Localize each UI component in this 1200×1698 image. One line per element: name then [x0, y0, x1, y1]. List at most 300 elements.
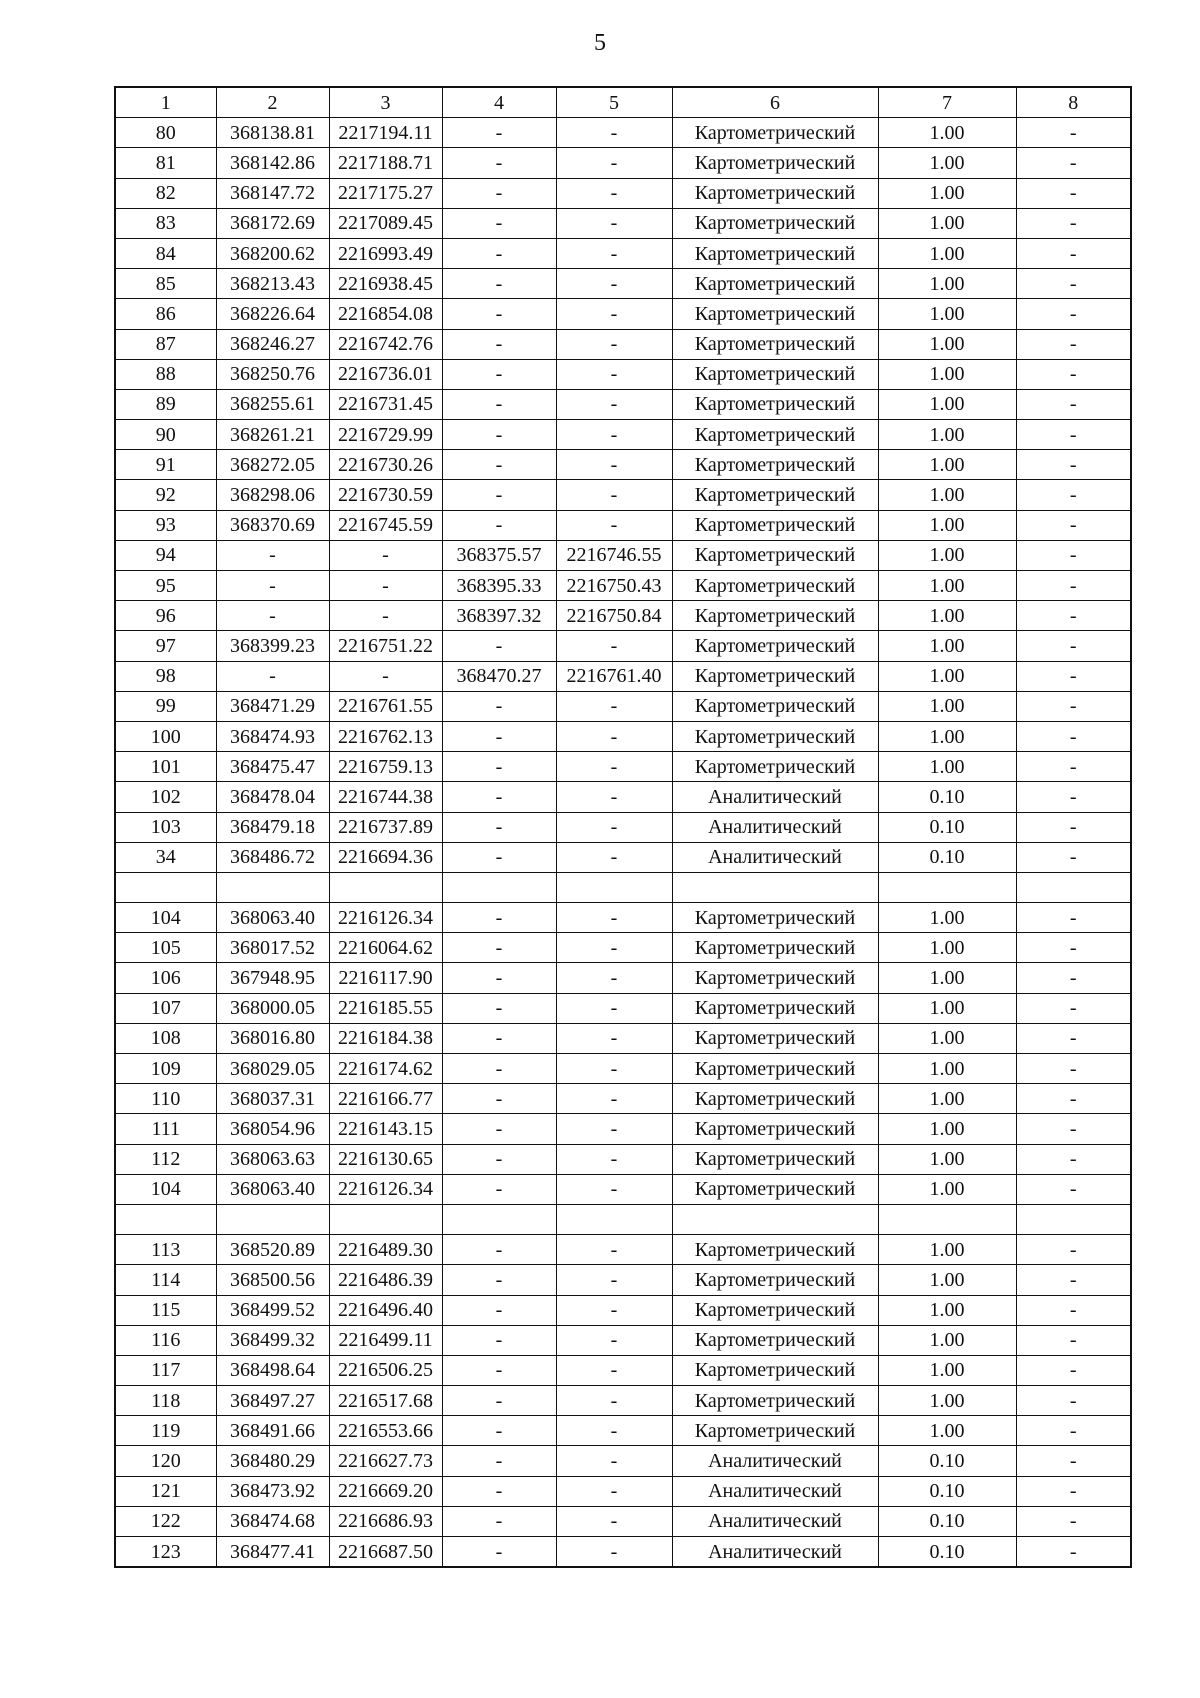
table-cell: 1.00 [878, 299, 1016, 329]
table-row [115, 631, 1131, 661]
table-cell: Картометрический [672, 963, 878, 993]
table-cell: 85 [115, 269, 216, 299]
table-cell: 1.00 [878, 1144, 1016, 1174]
table-cell: - [442, 1476, 556, 1506]
table-cell: 2216730.59 [329, 480, 442, 510]
table-cell: 368370.69 [216, 510, 329, 540]
table-cell: 368037.31 [216, 1084, 329, 1114]
table-cell: - [556, 1446, 672, 1476]
table-cell: Картометрический [672, 329, 878, 359]
table-row [115, 510, 1131, 540]
table-cell: Картометрический [672, 1174, 878, 1204]
table-cell: 2216730.26 [329, 450, 442, 480]
table-cell: 102 [115, 782, 216, 812]
table-cell: 2217194.11 [329, 118, 442, 148]
table-cell: Картометрический [672, 299, 878, 329]
table-cell: - [556, 269, 672, 299]
table-cell: Картометрический [672, 993, 878, 1023]
table-cell: 368479.18 [216, 812, 329, 842]
table-cell: - [556, 389, 672, 419]
table-cell: Картометрический [672, 118, 878, 148]
table-cell: Аналитический [672, 782, 878, 812]
table-cell: 2216184.38 [329, 1023, 442, 1053]
table-cell: 368499.52 [216, 1295, 329, 1325]
table-cell: - [442, 1235, 556, 1265]
table-cell: - [442, 1506, 556, 1536]
table-cell: 368399.23 [216, 631, 329, 661]
table-cell: - [556, 329, 672, 359]
table-cell: 0.10 [878, 782, 1016, 812]
table-cell: 1.00 [878, 601, 1016, 631]
table-cell: 368142.86 [216, 148, 329, 178]
table-cell: 1.00 [878, 1295, 1016, 1325]
table-row [115, 842, 1131, 872]
table-row [115, 269, 1131, 299]
table-cell: 112 [115, 1144, 216, 1174]
table-cell [878, 872, 1016, 902]
table-cell: Картометрический [672, 148, 878, 178]
table-cell: - [556, 480, 672, 510]
table-cell: - [442, 178, 556, 208]
table-cell: - [1016, 118, 1131, 148]
table-cell: Картометрический [672, 903, 878, 933]
table-cell: - [556, 299, 672, 329]
table-cell: 2216499.11 [329, 1325, 442, 1355]
table-cell: 1.00 [878, 1174, 1016, 1204]
table-cell: - [556, 178, 672, 208]
table-row [115, 208, 1131, 238]
table-row [115, 1446, 1131, 1476]
table-cell: - [216, 540, 329, 570]
table-row [115, 661, 1131, 691]
table-cell: - [1016, 420, 1131, 450]
table-cell: 1.00 [878, 389, 1016, 419]
table-cell: 2216553.66 [329, 1416, 442, 1446]
table-cell: 88 [115, 359, 216, 389]
table-cell: 2216761.40 [556, 661, 672, 691]
table-cell: 2216143.15 [329, 1114, 442, 1144]
table-cell [878, 1204, 1016, 1234]
table-cell: - [1016, 389, 1131, 419]
table-cell: - [1016, 1023, 1131, 1053]
table-cell: Картометрический [672, 1265, 878, 1295]
table-cell: - [556, 208, 672, 238]
table-cell: - [1016, 812, 1131, 842]
table-row [115, 1355, 1131, 1385]
table-cell: - [442, 359, 556, 389]
table-cell: Аналитический [672, 1476, 878, 1506]
table-cell: - [1016, 148, 1131, 178]
table-cell: - [1016, 721, 1131, 751]
table-cell: - [442, 752, 556, 782]
table-cell: - [1016, 480, 1131, 510]
table-cell: - [1016, 1446, 1131, 1476]
table-cell: 2216627.73 [329, 1446, 442, 1476]
table-cell: 1.00 [878, 1235, 1016, 1265]
table-cell: - [1016, 299, 1131, 329]
table-cell: 368246.27 [216, 329, 329, 359]
table-cell: - [442, 420, 556, 450]
table-cell: 2216762.13 [329, 721, 442, 751]
table-cell: - [556, 842, 672, 872]
table-cell: 0.10 [878, 1476, 1016, 1506]
table-cell: Картометрический [672, 1325, 878, 1355]
table-cell: - [1016, 1355, 1131, 1385]
table-cell [1016, 872, 1131, 902]
column-header: 2 [216, 87, 329, 118]
table-cell: 2216729.99 [329, 420, 442, 450]
table-cell: Картометрический [672, 480, 878, 510]
table-cell: - [1016, 691, 1131, 721]
table-row [115, 148, 1131, 178]
table-cell: - [442, 450, 556, 480]
table-cell: Аналитический [672, 842, 878, 872]
table-row [115, 1295, 1131, 1325]
table-cell: 2216130.65 [329, 1144, 442, 1174]
table-cell: 93 [115, 510, 216, 540]
table-cell: 2216854.08 [329, 299, 442, 329]
table-cell: 2216751.22 [329, 631, 442, 661]
table-cell: - [1016, 661, 1131, 691]
table-cell: - [1016, 1174, 1131, 1204]
table-cell: 2216517.68 [329, 1386, 442, 1416]
table-row [115, 1023, 1131, 1053]
table-cell [115, 872, 216, 902]
table-cell: - [442, 812, 556, 842]
table-row [115, 1506, 1131, 1536]
table-cell: 1.00 [878, 540, 1016, 570]
column-header: 8 [1016, 87, 1131, 118]
table-cell: - [329, 540, 442, 570]
table-cell: 2217188.71 [329, 148, 442, 178]
column-header: 1 [115, 87, 216, 118]
table-cell [556, 1204, 672, 1234]
table-cell: - [1016, 329, 1131, 359]
table-cell: 2216669.20 [329, 1476, 442, 1506]
table-cell: 368498.64 [216, 1355, 329, 1385]
table-cell: - [442, 1355, 556, 1385]
table-cell: - [1016, 269, 1131, 299]
table-cell: - [1016, 571, 1131, 601]
table-cell: 2216761.55 [329, 691, 442, 721]
table-cell: - [1016, 178, 1131, 208]
table-row [115, 782, 1131, 812]
table-cell: 111 [115, 1114, 216, 1144]
table-cell: 368250.76 [216, 359, 329, 389]
table-cell: 367948.95 [216, 963, 329, 993]
table-separator-row [115, 872, 1131, 902]
table-cell: - [556, 933, 672, 963]
table-row [115, 1416, 1131, 1446]
table-cell: - [556, 510, 672, 540]
table-row [115, 1386, 1131, 1416]
table-cell: - [556, 721, 672, 751]
table-row [115, 812, 1131, 842]
table-cell: 2216731.45 [329, 389, 442, 419]
table-cell: 368138.81 [216, 118, 329, 148]
table-cell: 368473.92 [216, 1476, 329, 1506]
table-cell: 1.00 [878, 933, 1016, 963]
table-row [115, 389, 1131, 419]
table-cell: Аналитический [672, 812, 878, 842]
table-cell: 109 [115, 1054, 216, 1084]
table-row [115, 1235, 1131, 1265]
table-cell [329, 872, 442, 902]
table-cell: 1.00 [878, 1023, 1016, 1053]
table-cell: Картометрический [672, 510, 878, 540]
table-cell: 1.00 [878, 752, 1016, 782]
table-row [115, 601, 1131, 631]
table-cell: Картометрический [672, 1114, 878, 1144]
table-cell: - [329, 661, 442, 691]
table-cell: Картометрический [672, 269, 878, 299]
table-cell: - [442, 1325, 556, 1355]
table-cell: 1.00 [878, 269, 1016, 299]
table-cell: - [1016, 238, 1131, 268]
table-cell: - [442, 721, 556, 751]
table-cell: 2216750.84 [556, 601, 672, 631]
table-row [115, 450, 1131, 480]
table-cell: - [1016, 963, 1131, 993]
table-cell: Картометрический [672, 450, 878, 480]
table-cell: 2216489.30 [329, 1235, 442, 1265]
table-cell: 368471.29 [216, 691, 329, 721]
table-cell: 100 [115, 721, 216, 751]
table-row [115, 1054, 1131, 1084]
table-cell: - [442, 842, 556, 872]
table-row [115, 1114, 1131, 1144]
table-cell: - [556, 1506, 672, 1536]
table-cell: 1.00 [878, 1084, 1016, 1114]
table-cell: 110 [115, 1084, 216, 1114]
table-row [115, 178, 1131, 208]
column-header: 5 [556, 87, 672, 118]
table-cell: Картометрический [672, 540, 878, 570]
table-cell: 368029.05 [216, 1054, 329, 1084]
table-cell: 84 [115, 238, 216, 268]
table-cell: 1.00 [878, 359, 1016, 389]
table-cell: - [442, 148, 556, 178]
table-cell: 1.00 [878, 1386, 1016, 1416]
table-cell: 2216126.34 [329, 1174, 442, 1204]
table-cell: 0.10 [878, 842, 1016, 872]
table-cell: 368395.33 [442, 571, 556, 601]
table-cell: - [442, 1446, 556, 1476]
table-cell: - [1016, 782, 1131, 812]
table-cell: 104 [115, 1174, 216, 1204]
table-cell: - [556, 1114, 672, 1144]
table-cell: - [556, 782, 672, 812]
table-row [115, 1174, 1131, 1204]
table-cell: - [216, 661, 329, 691]
table-cell: - [442, 269, 556, 299]
table-cell: 2216742.76 [329, 329, 442, 359]
table-cell: 1.00 [878, 993, 1016, 1023]
table-cell: - [1016, 510, 1131, 540]
table-row [115, 1537, 1131, 1568]
table-cell: - [1016, 903, 1131, 933]
table-cell: 368063.40 [216, 1174, 329, 1204]
table-cell: - [442, 1537, 556, 1568]
table-cell: - [556, 1476, 672, 1506]
table-cell: Картометрический [672, 1054, 878, 1084]
table-cell: 113 [115, 1235, 216, 1265]
table-cell: 2216166.77 [329, 1084, 442, 1114]
table-cell: - [1016, 1416, 1131, 1446]
table-cell: 2216506.25 [329, 1355, 442, 1385]
table-cell: 368261.21 [216, 420, 329, 450]
table-cell: Картометрический [672, 238, 878, 268]
table-cell: 1.00 [878, 1355, 1016, 1385]
table-cell: - [556, 359, 672, 389]
table-cell: - [442, 631, 556, 661]
table-cell: 1.00 [878, 1054, 1016, 1084]
table-cell: - [442, 1295, 556, 1325]
column-header: 7 [878, 87, 1016, 118]
table-cell: 368470.27 [442, 661, 556, 691]
table-row [115, 359, 1131, 389]
table-cell: 368226.64 [216, 299, 329, 329]
table-cell: 368054.96 [216, 1114, 329, 1144]
table-cell: 368478.04 [216, 782, 329, 812]
table-cell: - [442, 118, 556, 148]
table-cell: - [442, 389, 556, 419]
table-cell: 98 [115, 661, 216, 691]
table-cell: 2217175.27 [329, 178, 442, 208]
table-row [115, 299, 1131, 329]
table-cell: - [442, 480, 556, 510]
table-cell: 97 [115, 631, 216, 661]
table-cell: 368475.47 [216, 752, 329, 782]
table-cell: - [442, 963, 556, 993]
table-cell: Аналитический [672, 1537, 878, 1568]
table-cell: - [1016, 1084, 1131, 1114]
table-cell: - [556, 1416, 672, 1446]
table-cell: 368063.40 [216, 903, 329, 933]
table-cell: 1.00 [878, 178, 1016, 208]
table-cell: Картометрический [672, 1386, 878, 1416]
table-row [115, 993, 1131, 1023]
table-cell: 368000.05 [216, 993, 329, 1023]
table-cell: - [216, 601, 329, 631]
table-cell: - [556, 420, 672, 450]
table-cell: - [556, 1325, 672, 1355]
table-cell [216, 1204, 329, 1234]
table-cell: Картометрический [672, 389, 878, 419]
table-cell: - [1016, 1144, 1131, 1174]
table-cell: - [442, 903, 556, 933]
table-cell: - [442, 329, 556, 359]
table-cell: 1.00 [878, 1325, 1016, 1355]
table-cell: - [442, 1114, 556, 1144]
table-cell: 368172.69 [216, 208, 329, 238]
table-cell: 114 [115, 1265, 216, 1295]
table-cell: 2216745.59 [329, 510, 442, 540]
table-cell: - [442, 1144, 556, 1174]
table-cell: - [1016, 359, 1131, 389]
table-cell: - [1016, 933, 1131, 963]
table-cell: Картометрический [672, 721, 878, 751]
table-cell: 1.00 [878, 571, 1016, 601]
table-cell: Картометрический [672, 359, 878, 389]
table-cell: 2216486.39 [329, 1265, 442, 1295]
table-cell: 368474.93 [216, 721, 329, 751]
table-cell: - [1016, 450, 1131, 480]
table-cell: - [556, 1144, 672, 1174]
table-cell [672, 872, 878, 902]
table-row [115, 238, 1131, 268]
table-cell: - [442, 238, 556, 268]
table-separator-row [115, 1204, 1131, 1234]
table-cell: Картометрический [672, 1355, 878, 1385]
table-cell: - [556, 1084, 672, 1114]
table-cell: Картометрический [672, 571, 878, 601]
table-cell: 121 [115, 1476, 216, 1506]
table-cell: 82 [115, 178, 216, 208]
table-cell: - [1016, 540, 1131, 570]
table-cell: - [556, 1265, 672, 1295]
table-cell: 2216993.49 [329, 238, 442, 268]
table-cell: 368375.57 [442, 540, 556, 570]
table-cell: 1.00 [878, 903, 1016, 933]
table-cell: - [556, 1235, 672, 1265]
table-cell: 2216737.89 [329, 812, 442, 842]
table-cell: - [1016, 1054, 1131, 1084]
table-cell: Картометрический [672, 601, 878, 631]
table-cell: 0.10 [878, 1537, 1016, 1568]
table-cell: 368520.89 [216, 1235, 329, 1265]
table-cell: Картометрический [672, 1235, 878, 1265]
table-row [115, 1265, 1131, 1295]
table-cell: - [442, 691, 556, 721]
table-cell: 118 [115, 1386, 216, 1416]
table-cell: Картометрический [672, 1023, 878, 1053]
table-cell: - [556, 1355, 672, 1385]
table-cell: 368497.27 [216, 1386, 329, 1416]
table-cell: 92 [115, 480, 216, 510]
table-cell: 123 [115, 1537, 216, 1568]
table-cell: 1.00 [878, 1114, 1016, 1144]
table-row [115, 963, 1131, 993]
table-cell: 368017.52 [216, 933, 329, 963]
table-cell [672, 1204, 878, 1234]
table-cell: 1.00 [878, 148, 1016, 178]
table-cell: - [556, 238, 672, 268]
table-cell: 1.00 [878, 480, 1016, 510]
table-cell: - [1016, 1506, 1131, 1536]
table-cell: 94 [115, 540, 216, 570]
table-row [115, 540, 1131, 570]
table-cell: 1.00 [878, 450, 1016, 480]
table-cell: - [1016, 842, 1131, 872]
table-cell: - [442, 1174, 556, 1204]
table-cell: 103 [115, 812, 216, 842]
table-row [115, 571, 1131, 601]
table-cell: 1.00 [878, 631, 1016, 661]
table-cell: - [442, 1023, 556, 1053]
table-cell: 104 [115, 903, 216, 933]
table-cell: 368272.05 [216, 450, 329, 480]
table-cell: - [556, 752, 672, 782]
table-cell: Картометрический [672, 208, 878, 238]
table-cell: - [216, 571, 329, 601]
table-cell: 368147.72 [216, 178, 329, 208]
table-cell: 368213.43 [216, 269, 329, 299]
column-header: 4 [442, 87, 556, 118]
table-cell: - [1016, 752, 1131, 782]
table-cell: 116 [115, 1325, 216, 1355]
table-cell: 1.00 [878, 510, 1016, 540]
